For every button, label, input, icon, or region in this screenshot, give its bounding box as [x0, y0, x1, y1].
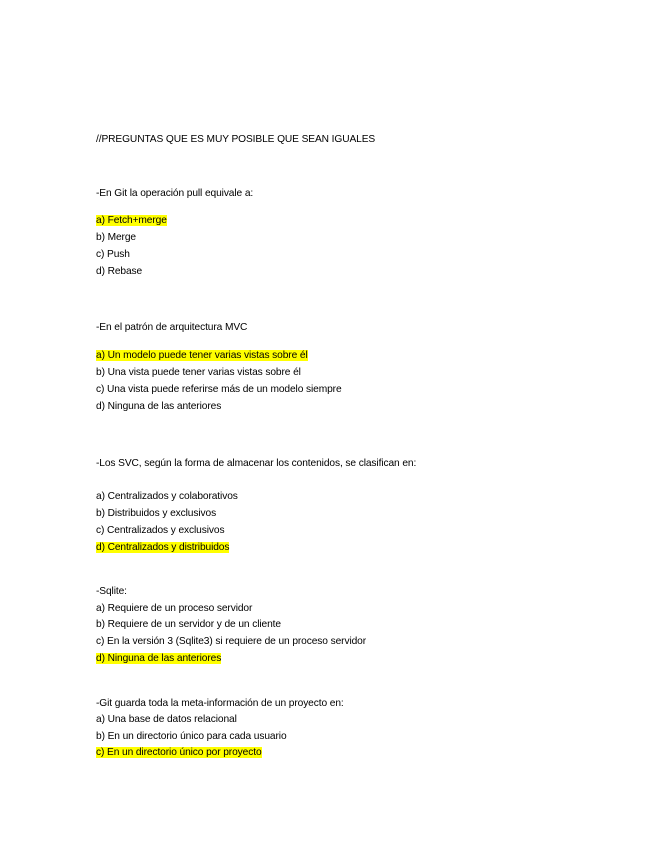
- answer-option: b) En un directorio único para cada usuario: [96, 731, 287, 742]
- answer-option: b) Distribuidos y exclusivos: [96, 508, 217, 519]
- answer-option: b) Una vista puede tener varias vistas sobre él: [96, 367, 301, 378]
- answer-option: a) Una base de datos relacional: [96, 714, 237, 725]
- question-4-text: -Sqlite:: [96, 586, 127, 597]
- answer-option-highlighted: d) Ninguna de las anteriores: [96, 653, 222, 664]
- question-5-text: -Git guarda toda la meta-información de un proyecto en:: [96, 698, 344, 709]
- answer-option-highlighted: a) Un modelo puede tener varias vistas sobre él: [96, 350, 308, 361]
- answer-option: d) Ninguna de las anteriores: [96, 401, 222, 412]
- answer-option: a) Centralizados y colaborativos: [96, 491, 238, 502]
- question-1-text: -En Git la operación pull equivale a:: [96, 188, 254, 199]
- answer-option: c) Centralizados y exclusivos: [96, 525, 225, 536]
- answer-option: d) Rebase: [96, 266, 143, 277]
- answer-option: c) Push: [96, 249, 130, 260]
- answer-option-highlighted: a) Fetch+merge: [96, 215, 167, 226]
- document-header: //PREGUNTAS QUE ES MUY POSIBLE QUE SEAN IGUALES: [96, 134, 376, 145]
- answer-option-highlighted: c) En un directorio único por proyecto: [96, 747, 262, 758]
- answer-option: a) Requiere de un proceso servidor: [96, 603, 253, 614]
- answer-option-highlighted: d) Centralizados y distribuidos: [96, 542, 230, 553]
- answer-option: c) Una vista puede referirse más de un modelo siempre: [96, 384, 342, 395]
- answer-option: b) Merge: [96, 232, 136, 243]
- answer-option: c) En la versión 3 (Sqlite3) si requiere de un proceso servidor: [96, 636, 367, 647]
- question-2-text: -En el patrón de arquitectura MVC: [96, 322, 248, 333]
- question-3-text: -Los SVC, según la forma de almacenar los contenidos, se clasifican en:: [96, 458, 417, 469]
- answer-option: b) Requiere de un servidor y de un cliente: [96, 619, 281, 630]
